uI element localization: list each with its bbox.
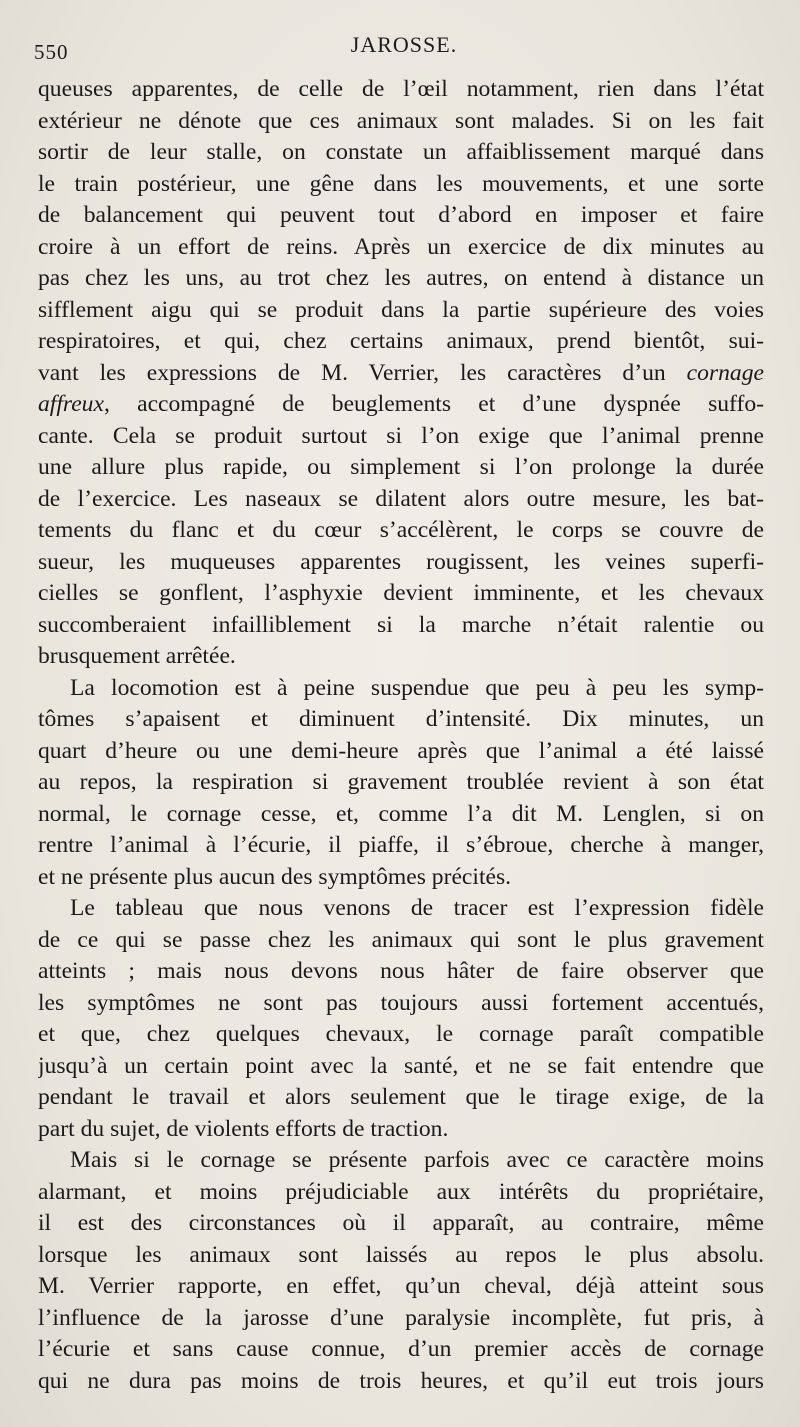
text-line: brusquement arrêtée. xyxy=(38,643,236,669)
text-line: respiratoires, et qui, chez certains animaux, prend bientôt, sui- xyxy=(38,328,764,354)
text-line: queuses apparentes, de celle de l’œil notamment, rien dans l’état xyxy=(38,76,764,102)
text-line: pas chez les uns, au trot chez les autres, on entend à distance un xyxy=(38,265,764,291)
text-line: tements du flanc et du cœur s’accélèrent, le corps se couvre de xyxy=(38,517,764,543)
text-line: succomberaient infailliblement si la marche n’était ralentie ou xyxy=(38,611,764,638)
text-line: pendant le travail et alors seulement que le tirage exige, de la xyxy=(38,1084,764,1110)
text-line: quart d’heure ou une demi-heure après que l’animal a été laissé xyxy=(38,737,764,764)
running-title: JAROSSE. xyxy=(350,32,458,57)
body-text xyxy=(38,74,764,1397)
text-line: sortir de leur stalle, on constate un affaiblissement marqué dans xyxy=(38,139,764,165)
text-line: les symptômes ne sont pas toujours aussi fortement accentués, xyxy=(38,989,764,1016)
text-line: cante. Cela se produit surtout si l’on exige que l’animal prenne xyxy=(38,422,764,449)
text-line: sifflement aigu qui se produit dans la partie supérieure des voies xyxy=(38,296,764,323)
text-line: qui ne dura pas moins de trois heures, et qu’il eut trois jours xyxy=(38,1367,764,1394)
text-line: de balancement qui peuvent tout d’abord en imposer et faire xyxy=(38,202,764,228)
text-line: l’écurie et sans cause connue, d’un premier accès de cornage xyxy=(38,1336,764,1362)
text-line: croire à un effort de reins. Après un exercice de dix minutes au xyxy=(38,233,764,260)
text-line: sueur, les muqueuses apparentes rougissent, les veines superfi- xyxy=(38,548,764,575)
text-line: affreux, accompagné de beuglements et d’une dyspnée suffo- xyxy=(38,391,764,417)
text-line: part du sujet, de violents efforts de traction. xyxy=(38,1115,449,1142)
text-line: et que, chez quelques chevaux, le cornage paraît compatible xyxy=(38,1021,764,1047)
text-line: normal, le cornage cesse, et, comme l’a dit M. Lenglen, si on xyxy=(38,800,764,827)
text-line: une allure plus rapide, ou simplement si l’on prolonge la durée xyxy=(38,454,764,480)
text-line: jusqu’à un certain point avec la santé, et ne se fait entendre que xyxy=(38,1052,764,1079)
text-line: de l’exercice. Les naseaux se dilatent alors outre mesure, les bat- xyxy=(38,485,764,512)
page-number: 550 xyxy=(34,40,69,64)
text-line: le train postérieur, une gêne dans les mouvements, et une sorte xyxy=(38,170,764,197)
text-line: La locomotion est à peine suspendue que peu à peu les symp- xyxy=(70,674,764,701)
text-line: Mais si le cornage se présente parfois avec ce caractère moins xyxy=(70,1147,764,1173)
text-line: atteints ; mais nous devons nous hâter de faire observer que xyxy=(38,958,764,984)
text-line: vant les expressions de M. Verrier, les caractères d’un cornage xyxy=(38,359,764,386)
text-line: lorsque les animaux sont laissés au repos le plus absolu. xyxy=(38,1241,764,1268)
text-line: alarmant, et moins préjudiciable aux intérêts du propriétaire, xyxy=(38,1178,764,1205)
text-line: M. Verrier rapporte, en effet, qu’un cheval, déjà atteint sous xyxy=(38,1273,764,1299)
text-line: l’influence de la jarosse d’une paralysie incomplète, fut pris, à xyxy=(38,1304,764,1331)
text-line: cielles se gonflent, l’asphyxie devient imminente, et les chevaux xyxy=(38,580,764,606)
text-line: rentre l’animal à l’écurie, il piaffe, il s’ébroue, cherche à manger, xyxy=(38,832,764,858)
text-line: au repos, la respiration si gravement troublée revient à son état xyxy=(38,769,764,795)
text-line: extérieur ne dénote que ces animaux sont malades. Si on les fait xyxy=(38,107,764,134)
page-header xyxy=(34,32,774,72)
text-line: tômes s’apaisent et diminuent d’intensité. Dix minutes, un xyxy=(38,706,764,732)
text-line: Le tableau que nous venons de tracer est l’expression fidèle xyxy=(70,895,764,921)
text-line: il est des circonstances où il apparaît, au contraire, même xyxy=(38,1210,764,1236)
text-line: de ce qui se passe chez les animaux qui sont le plus gravement xyxy=(38,926,764,953)
text-line: et ne présente plus aucun des symptômes précités. xyxy=(38,863,512,890)
